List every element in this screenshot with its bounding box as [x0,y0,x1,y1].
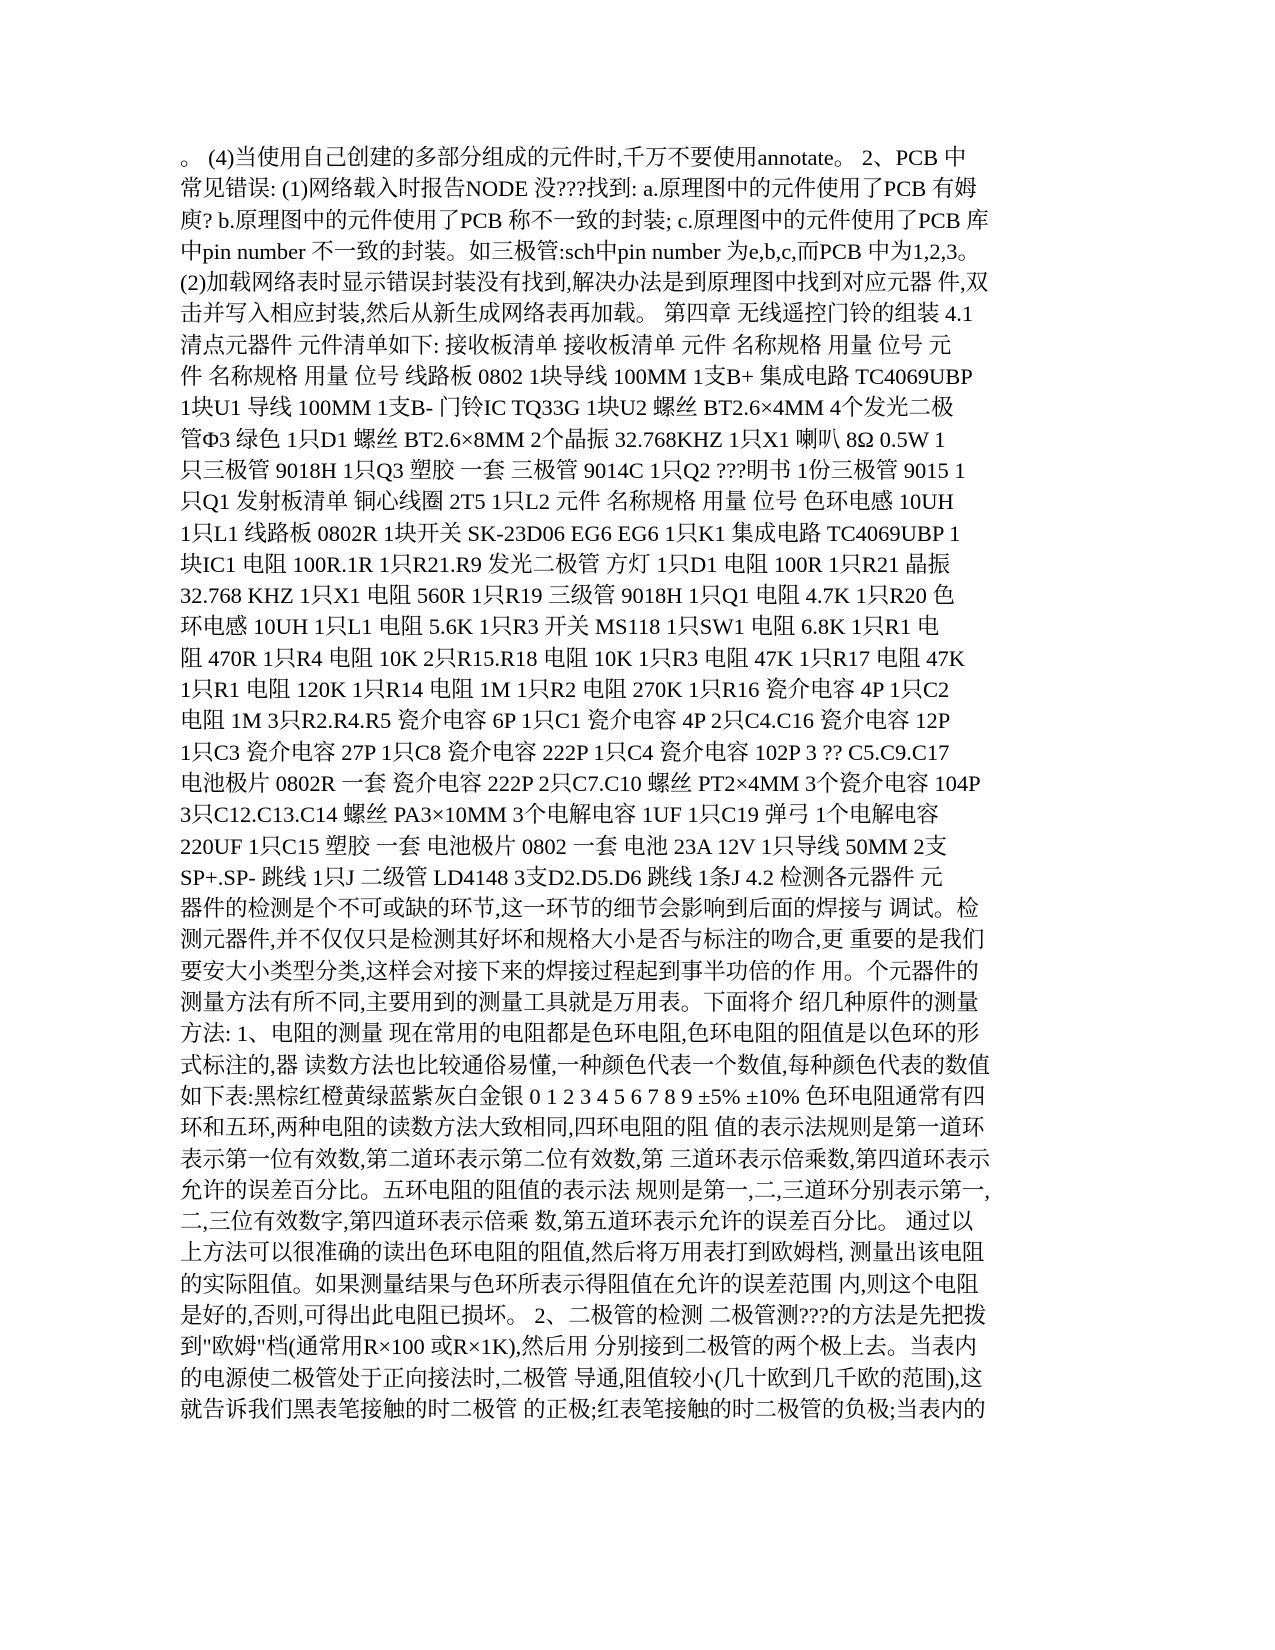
text-line: 的实际阻值。如果测量结果与色环所表示得阻值在允许的误差范围 内,则这个电阻 [180,1271,979,1297]
text-line: 阻 470R 1只R4 电阻 10K 2只R15.R18 电阻 10K 1只R3 电阻 47K 1只R17 电阻 47K [180,645,966,671]
text-line: (2)加载网络表时显示错误封装没有找到,解决办法是到原理图中找到对应元器 件,双 [180,270,989,296]
text-line: 表示第一位有效数,第二道环表示第二位有效数,第 三道环表示倍乘数,第四道环表示 [180,1146,991,1172]
text-line: 测量方法有所不同,主要用到的测量工具就是万用表。下面将介 绍几种原件的测量 [180,990,979,1016]
text-line: 电池极片 0802R 一套 瓷介电容 222P 2只C7.C10 螺丝 PT2×4MM 3个瓷介电容 104P [180,770,981,796]
text-line: 环和五环,两种电阻的读数方法大致相同,四环电阻的阻 值的表示法规则是第一道环 [180,1115,985,1141]
text-line: 管Φ3 绿色 1只D1 螺丝 BT2.6×8MM 2个晶振 32.768KHZ 1只X1 喇叭 8Ω 0.5W 1 [180,426,946,452]
text-line: 上方法可以很准确的读出色环电阻的阻值,然后将万用表打到欧姆档, 测量出该电阻 [180,1240,985,1266]
text-line: 如下表:黑棕红橙黄绿蓝紫灰白金银 0 1 2 3 4 5 6 7 8 9 ±5% ±10% 色环电阻通常有四 [180,1083,986,1109]
text-line: SP+.SP- 跳线 1只J 二级管 LD4148 3支D2.D5.D6 跳线 1条J 4.2 检测各元器件 元 [180,864,943,890]
text-line: 环电感 10UH 1只L1 电阻 5.6K 1只R3 开关 MS118 1只SW1 电阻 6.8K 1只R1 电 [180,614,940,640]
text-line: 器件的检测是个不可或缺的环节,这一环节的细节会影响到后面的焊接与 调试。检 [180,896,979,922]
text-line: 方法: 1、电阻的测量 现在常用的电阻都是色环电阻,色环电阻的阻值是以色环的形 [180,1021,980,1047]
text-line: 1只R1 电阻 120K 1只R14 电阻 1M 1只R2 电阻 270K 1只R16 瓷介电容 4P 1只C2 [180,677,950,703]
text-line: 二,三位有效数字,第四道环表示倍乘 数,第五道环表示允许的误差百分比。 通过以 [180,1209,974,1235]
text-line: 。 (4)当使用自己创建的多部分组成的元件时,千万不要使用annotate。 2、PCB 中 [180,145,967,170]
text-line: 的电源使二极管处于正向接法时,二极管 导通,阻值较小(几十欧到几千欧的范围),这 [180,1365,983,1391]
text-line: 块IC1 电阻 100R.1R 1只R21.R9 发光二极管 方灯 1只D1 电阻 100R 1只R21 晶振 [180,551,951,577]
text-line: 允许的误差百分比。五环电阻的阻值的表示法 规则是第一,二,三道环分别表示第一, [180,1177,991,1203]
text-line: 常见错误: (1)网络载入时报告NODE 没???找到: a.原理图中的元件使用了PCB 有姆 [180,176,977,202]
text-line: 1块U1 导线 100MM 1支B- 门铃IC TQ33G 1块U2 螺丝 BT2.6×4MM 4个发光二极 [180,395,954,421]
text-line: 220UF 1只C15 塑胶 一套 电池极片 0802 一套 电池 23A 12V 1只导线 50MM 2支 [180,833,948,859]
text-line: 清点元器件 元件清单如下: 接收板清单 接收板清单 元件 名称规格 用量 位号 元 [180,332,952,358]
text-line: 3只C12.C13.C14 螺丝 PA3×10MM 3个电解电容 1UF 1只C19 弹弓 1个电解电容 [180,802,939,828]
text-line: 1只C3 瓷介电容 27P 1只C8 瓷介电容 222P 1只C4 瓷介电容 102P 3 ?? C5.C9.C17 [180,739,950,765]
text-line: 32.768 KHZ 1只X1 电阻 560R 1只R19 三级管 9018H 1只Q1 电阻 4.7K 1只R20 色 [180,583,956,609]
text-line: 就告诉我们黑表笔接触的时二极管 的正极;红表笔接触的时二极管的负极;当表内的 [180,1396,986,1422]
text-line: 电阻 1M 3只R2.R4.R5 瓷介电容 6P 1只C1 瓷介电容 4P 2只C4.C16 瓷介电容 12P [180,708,951,734]
text-line: 件 名称规格 用量 位号 线路板 0802 1块导线 100MM 1支B+ 集成电路 TC4069UBP [180,364,973,390]
text-line: 要安大小类型分类,这样会对接下来的焊接过程起到事半功倍的作 用。个元器件的 [180,958,979,984]
body-text [180,142,1080,1425]
text-line: 只Q1 发射板清单 铜心线圈 2T5 1只L2 元件 名称规格 用量 位号 色环电感 10UH [180,489,954,515]
text-line: 式标注的,器 读数方法也比较通俗易懂,一种颜色代表一个数值,每种颜色代表的数值 [180,1052,991,1078]
text-line: 1只L1 线路板 0802R 1块开关 SK-23D06 EG6 EG6 1只K1 集成电路 TC4069UBP 1 [180,520,961,546]
text-line: 测元器件,并不仅仅只是检测其好坏和规格大小是否与标注的吻合,更 重要的是我们 [180,927,985,953]
text-line: 到"欧姆"档(通常用R×100 或R×1K),然后用 分别接到二极管的两个极上去。当表内 [180,1334,977,1360]
text-line: 中pin number 不一致的封装。如三极管:sch中pin number 为e,b,c,而PCB 中为1,2,3。 [180,238,980,264]
text-line: 只三极管 9018H 1只Q3 塑胶 一套 三极管 9014C 1只Q2 ???明书 1份三极管 9015 1 [180,457,966,483]
text-line: 是好的,否则,可得出此电阻已损坏。 2、二极管的检测 二极管测???的方法是先把拨 [180,1302,987,1328]
text-line: 庾? b.原理图中的元件使用了PCB 称不一致的封装; c.原理图中的元件使用了PCB 库 [180,207,989,233]
text-line: 击并写入相应封装,然后从新生成网络表再加载。 第四章 无线遥控门铃的组装 4.1 [180,301,974,327]
